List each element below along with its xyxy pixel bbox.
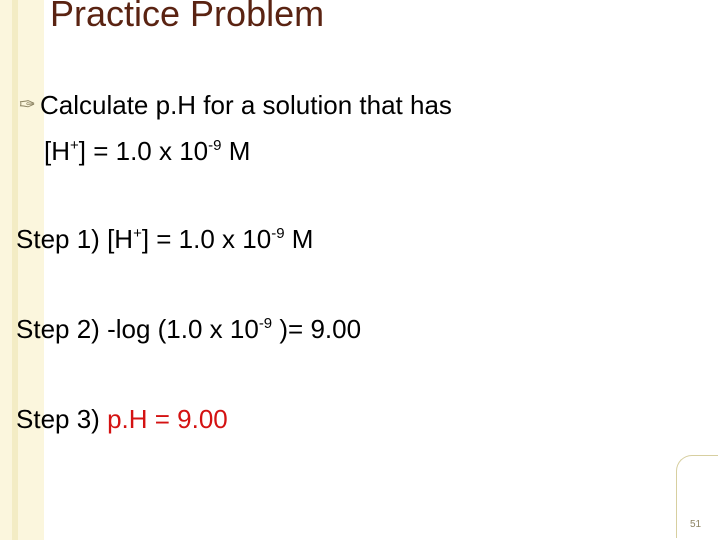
left-accent-line — [12, 0, 18, 540]
step-1-sup1: + — [133, 225, 142, 242]
bullet-text: Calculate p.H for a solution that has — [40, 90, 452, 120]
bullet-formula-sup1: + — [70, 137, 79, 154]
step-3 — [16, 404, 228, 435]
bullet-line-2 — [44, 136, 250, 167]
step-1-sup2: -9 — [271, 225, 285, 242]
slide-title: Practice Problem — [50, 0, 325, 34]
step-2 — [16, 314, 361, 345]
bullet-formula-part2: ] = 1.0 x 10 — [78, 136, 209, 166]
step-1-part2: ] = 1.0 x 10 — [141, 224, 272, 254]
page-number: 51 — [690, 519, 702, 530]
step-1-part3: M — [284, 224, 314, 254]
bullet-line-1 — [19, 90, 452, 121]
step-2-part1: -log (1.0 x 10 — [107, 314, 259, 344]
left-accent-strip — [0, 0, 44, 540]
bullet-formula-sup2: -9 — [208, 137, 222, 154]
curl-bullet-icon: ✑ — [19, 94, 36, 116]
step-3-answer: p.H = 9.00 — [107, 404, 228, 434]
bullet-formula-part1: [H — [44, 136, 70, 166]
step-1-label: Step 1) — [16, 224, 108, 254]
bullet-formula-part3: M — [221, 136, 251, 166]
step-1 — [16, 224, 313, 255]
step-2-part2: )= 9.00 — [272, 314, 362, 344]
step-1-part1: [H — [107, 224, 134, 254]
step-2-label: Step 2) — [16, 314, 108, 344]
step-3-label: Step 3) — [16, 404, 108, 434]
step-2-sup1: -9 — [258, 315, 273, 332]
